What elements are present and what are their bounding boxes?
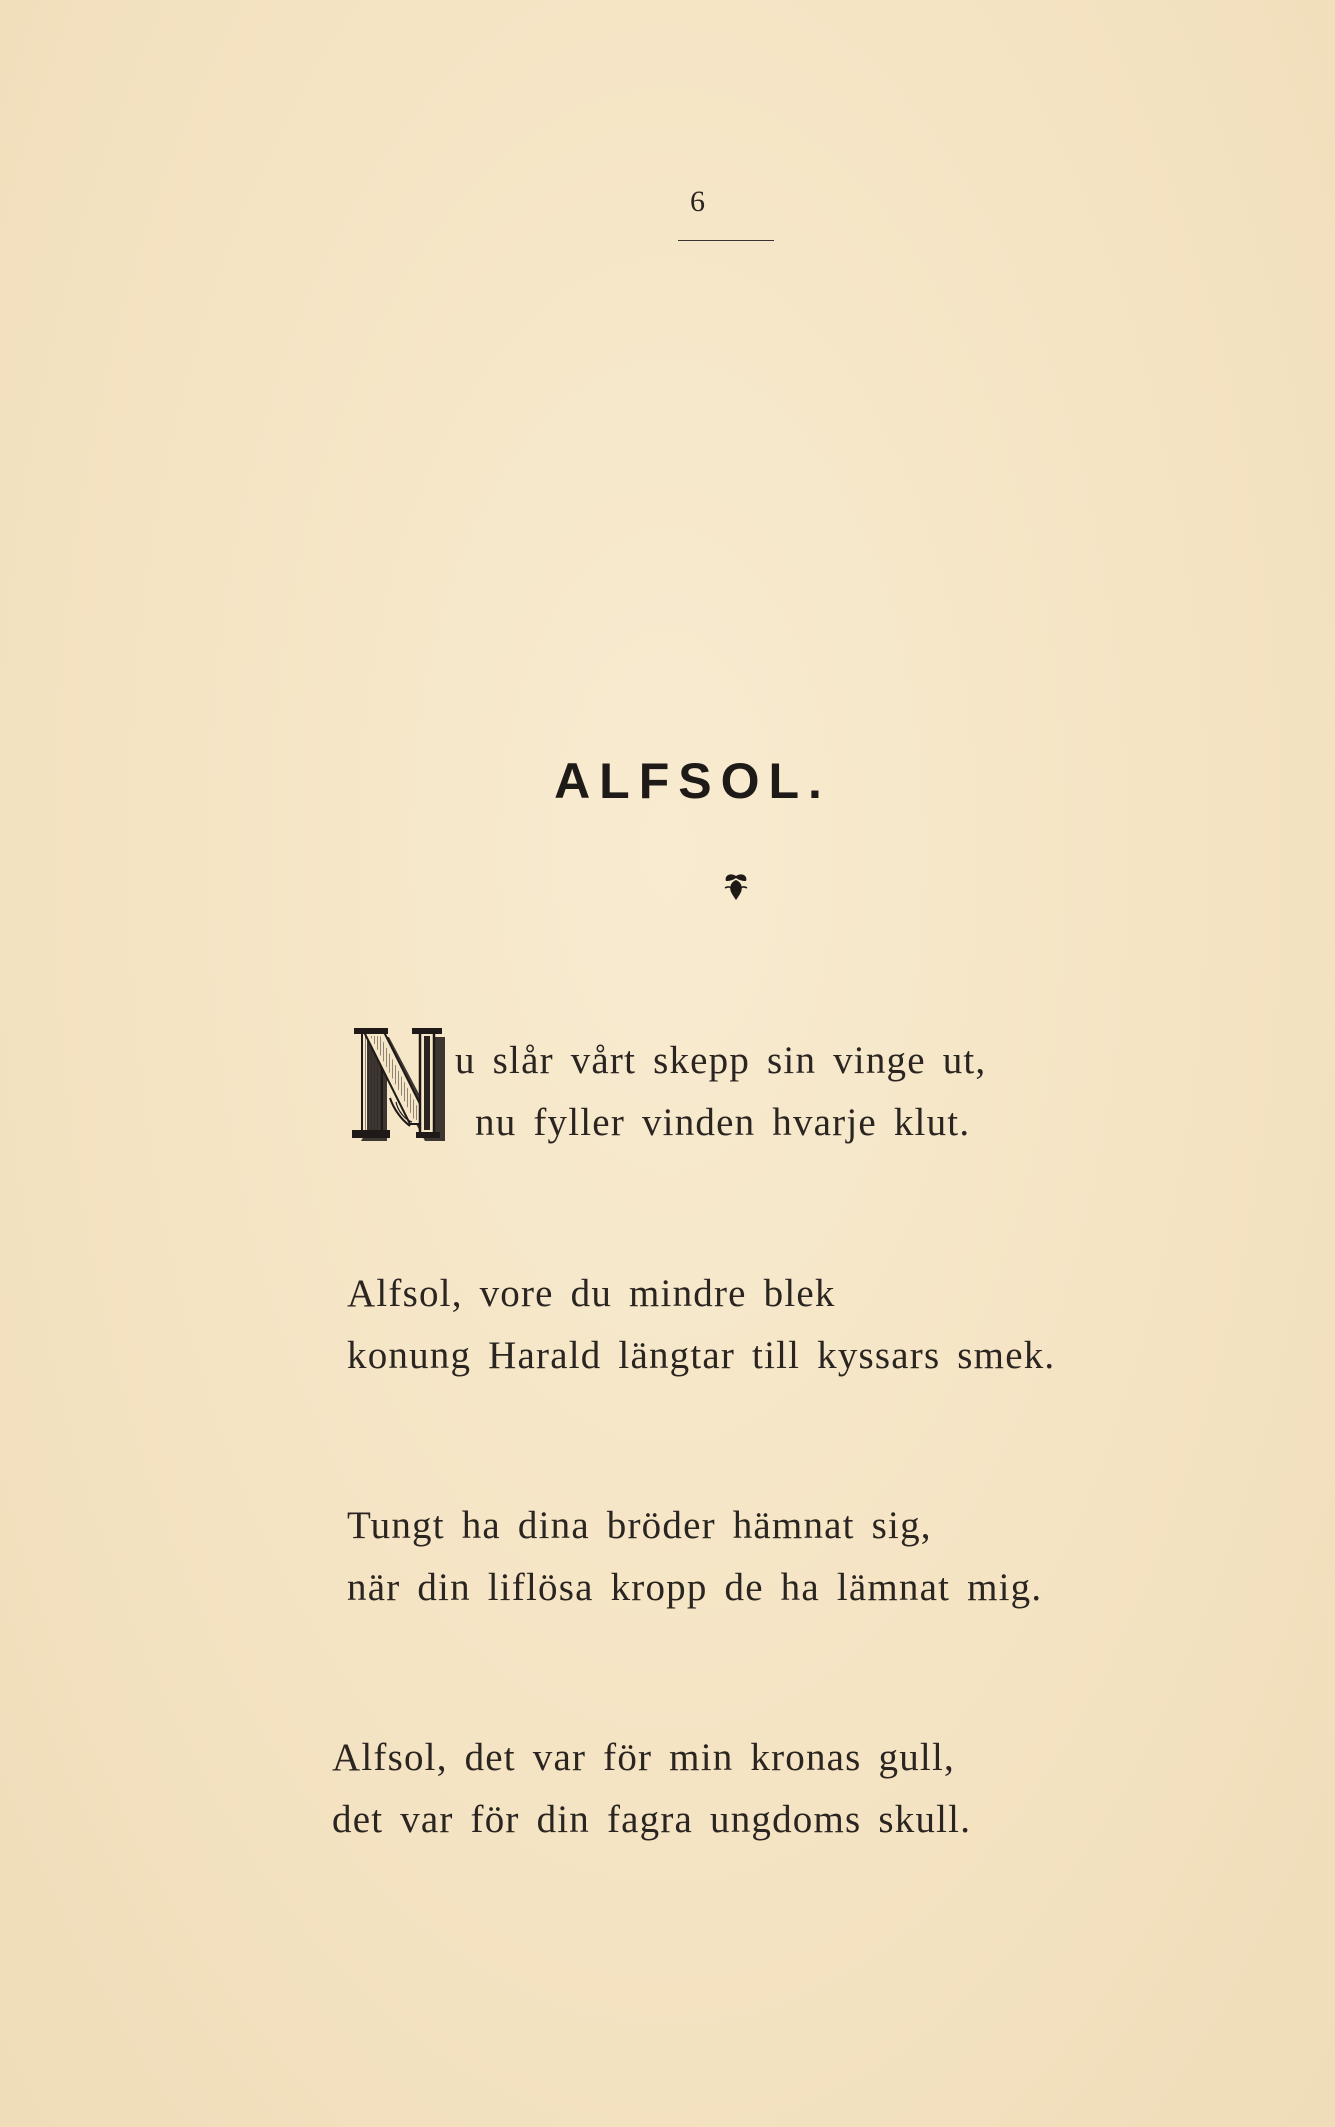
verse-line: Alfsol, vore du mindre blek	[347, 1272, 836, 1315]
fleuron-ornament-icon	[722, 872, 750, 902]
stanza-4	[332, 1727, 971, 1851]
dropcap-letter-n	[350, 1024, 448, 1142]
stanza-3	[347, 1495, 1042, 1619]
verse-line: när din liflösa kropp de ha lämnat mig.	[347, 1566, 1043, 1609]
page-number-rule	[678, 240, 774, 241]
poem-title: ALFSOL.	[554, 753, 831, 809]
verse-line: det var för din fagra ungdoms skull.	[332, 1798, 972, 1841]
verse-line: nu fyller vinden hvarje klut.	[475, 1101, 971, 1144]
verse-line: Tungt ha dina bröder hämnat sig,	[347, 1504, 932, 1547]
stanza-2	[347, 1263, 1055, 1387]
verse-line: konung Harald längtar till kyssars smek.	[347, 1334, 1056, 1377]
verse-line: Alfsol, det var för min kronas gull,	[332, 1736, 955, 1779]
page-number: 6	[690, 185, 705, 218]
verse-line: u slår vårt skepp sin vinge ut,	[455, 1039, 987, 1082]
stanza-1	[455, 1030, 986, 1154]
